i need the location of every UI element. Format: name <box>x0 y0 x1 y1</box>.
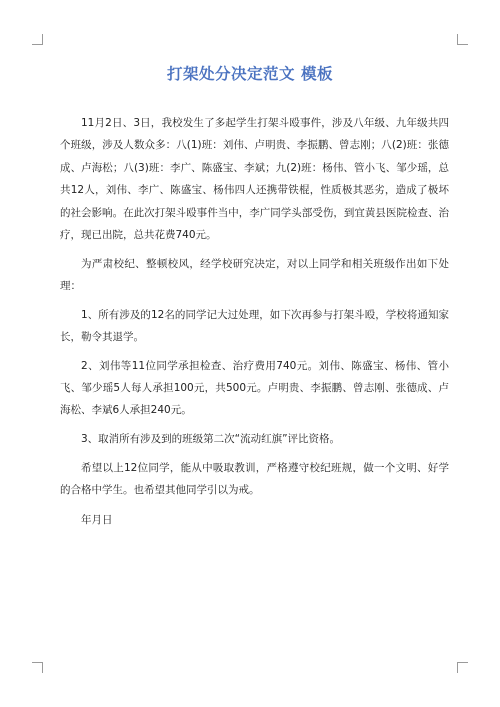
paragraph-incident: 11月2日、3日，我校发生了多起学生打架斗殴事件，涉及八年级、九年级共四个班级，涉及人数众多：八(1)班：刘伟、卢明贵、李振鹏、曾志刚；八(2)班：张德成、卢海松；八(3)班：李广、陈盛宝、李斌；九(2)班：杨伟、管小飞、邹少瑶，总共12人，刘伟、李广、陈盛宝、杨伟四人还携带铁棍，性质极其恶劣，造成了极坏的社会影响。在此次打架斗殴事件当中，李广同学头部受伤，到宜黄县医院检查、治疗，现已出院，总共花费740元。 <box>60 117 449 242</box>
paragraph-item-3: 3、取消所有涉及到的班级第二次“流动红旗”评比资格。 <box>81 433 341 446</box>
document-body <box>60 112 449 508</box>
document-title: 打架处分决定范文 模板 <box>167 65 333 83</box>
crop-mark-top-left <box>32 34 43 45</box>
paragraph-item-1: 1、所有涉及的12名的同学记大过处理，如下次再参与打架斗殴，学校将通知家长，勒令其退学。 <box>60 308 449 344</box>
crop-mark-bottom-right <box>457 662 468 673</box>
paragraph-item-2: 2、刘伟等11位同学承担检查、治疗费用740元。刘伟、陈盛宝、杨伟、管小飞、邹少瑶5人每人承担100元，共500元。卢明贵、李振鹏、曾志刚、张德成、卢海松、李斌6人承担240元。 <box>60 359 449 417</box>
paragraph-closing: 希望以上12位同学，能从中吸取教训，严格遵守校纪班规，做一个文明、好学的合格中学生。也希望其他同学引以为戒。 <box>60 461 449 497</box>
paragraph-decision-intro: 为严肃校纪、整顿校风，经学校研究决定，对以上同学和相关班级作出如下处理： <box>60 257 449 293</box>
date-line: 年月日 <box>81 514 113 526</box>
crop-mark-bottom-left <box>32 662 43 673</box>
crop-mark-top-right <box>457 34 468 45</box>
